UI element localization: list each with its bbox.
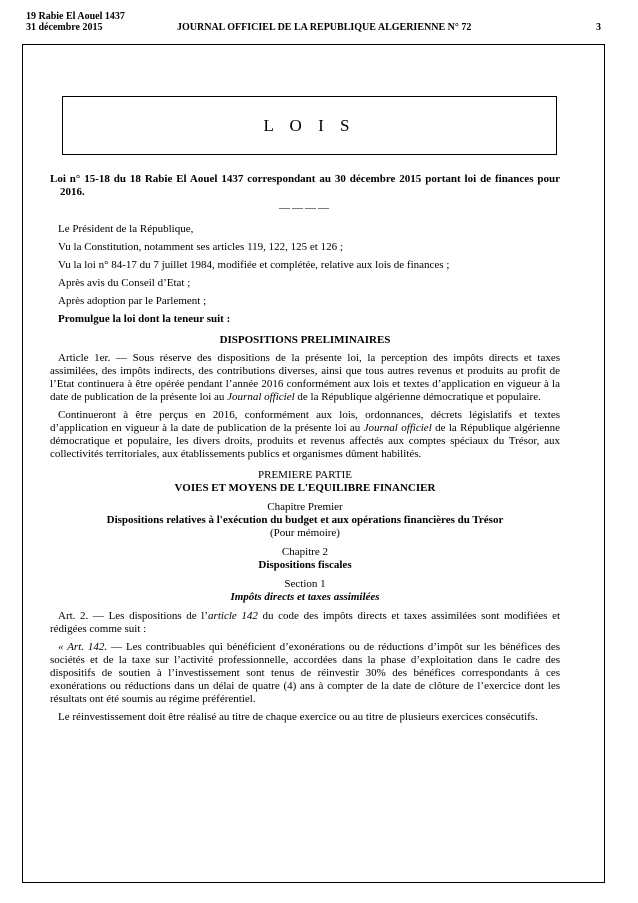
section-1-title-text: Impôts directs et taxes assimilées xyxy=(230,591,380,603)
chapter-1-note: (Pour mémoire) xyxy=(270,527,340,539)
separator: ———— xyxy=(279,202,331,214)
chapter-2-label: Chapitre 2 xyxy=(281,546,329,558)
article-2-paragraph xyxy=(50,610,560,636)
header-date-hijri: 19 Rabie El Aouel 1437 xyxy=(26,11,125,22)
chapter-2-title: Dispositions fiscales xyxy=(258,559,352,571)
journal-title: JOURNAL OFFICIEL DE LA REPUBLIQUE ALGERIENNE N° 72 xyxy=(177,22,472,33)
document-body xyxy=(50,173,560,729)
law-title: Loi n° 15-18 du 18 Rabie El Aouel 1437 correspondant au 30 décembre 2015 portant loi de finances pour 2016. xyxy=(50,173,560,198)
article-142-text: — Les contribuables qui bénéficient d’exonérations ou de réductions d’impôt sur les bénéfices des sociétés et de la taxe sur l’activité professionnelle, accordées dans la phase d’exploitation dans le cadre des dispositifs de soutien à l’investissement sont tenus de réinvestir 30% des bénéfices correspondants à ces exonérations ou réductions dans un délai de quatre (4) ans à compter de la date de clôture de l’exercice dont les résultats ont été soumis au régime préférentiel. xyxy=(50,641,560,705)
preamble-line: Après adoption par le Parlement ; xyxy=(58,295,207,307)
section-1-label: Section 1 xyxy=(284,578,326,590)
chapter-1-title: Dispositions relatives à l'exécution du budget et aux opérations financières du Trésor xyxy=(106,514,504,526)
preamble-line: Après avis du Conseil d’Etat ; xyxy=(58,277,191,289)
article-1-p2-text-a: Continueront à être perçus en 2016, conformément aux lois, ordonnances, décrets législatifs et textes d’application en vigueur à la date de publication de la présente loi au xyxy=(50,409,560,434)
article-2-text-b: du code des impôts directs et taxes assimilées sont modifiées et rédigées comme suit : xyxy=(50,610,561,635)
page-number: 3 xyxy=(596,22,601,33)
journal-officiel-ref: Journal officiel xyxy=(227,391,295,403)
article-1-paragraph xyxy=(50,352,560,404)
article-142-paragraph xyxy=(50,641,560,706)
article-2-text-a: Art. 2. — Les dispositions de l’ xyxy=(58,610,209,622)
preamble-line: Le Président de la République, xyxy=(58,223,194,235)
preamble-line: Vu la Constitution, notamment ses articles 119, 122, 125 et 126 ; xyxy=(58,241,343,253)
section-1-title xyxy=(50,591,560,604)
article-1-text-a: Article 1er. — Sous réserve des dispositions de la présente loi, la perception des impôts directs et taxes assimilées, des impôts indirects, des contributions diverses, ainsi que tous autres revenus et produits au profit de l’Etat continuera à être opérée pendant l’année 2016 conformément aux lois et textes d’application en vigueur à la date de publication de la présente loi au xyxy=(50,352,560,403)
journal-officiel-ref: Journal officiel xyxy=(363,422,432,434)
article-1-p2-text-b: de la République algérienne démocratique et populaire, les divers droits, produits et revenus affectés aux comptes spéciaux du Trésor, aux collectivités territoriales, aux établissements publics et organismes dûment habilités. xyxy=(50,422,561,460)
reinvestment-paragraph: Le réinvestissement doit être réalisé au titre de chaque exercice ou au titre de plusieurs exercices consécutifs. xyxy=(58,711,538,723)
article-142-ref: article 142 xyxy=(208,610,258,622)
article-1-text-b: de la République algérienne démocratique et populaire. xyxy=(294,391,541,403)
dispositions-heading: DISPOSITIONS PRELIMINAIRES xyxy=(219,334,391,346)
article-142-label: « Art. 142. xyxy=(58,641,108,653)
header-date xyxy=(26,11,125,33)
part-title: VOIES ET MOYENS DE L'EQUILIBRE FINANCIER xyxy=(174,482,436,494)
lois-banner: L O I S xyxy=(62,96,557,155)
page-header xyxy=(22,8,605,40)
article-1-paragraph-2 xyxy=(50,409,560,461)
promulgation: Promulgue la loi dont la teneur suit : xyxy=(58,313,231,325)
preamble-line: Vu la loi n° 84-17 du 7 juillet 1984, modifiée et complétée, relative aux lois de finances ; xyxy=(58,259,450,271)
header-date-gregorian: 31 décembre 2015 xyxy=(26,22,103,33)
chapter-1-label: Chapitre Premier xyxy=(267,501,343,513)
part-label: PREMIERE PARTIE xyxy=(258,469,352,481)
